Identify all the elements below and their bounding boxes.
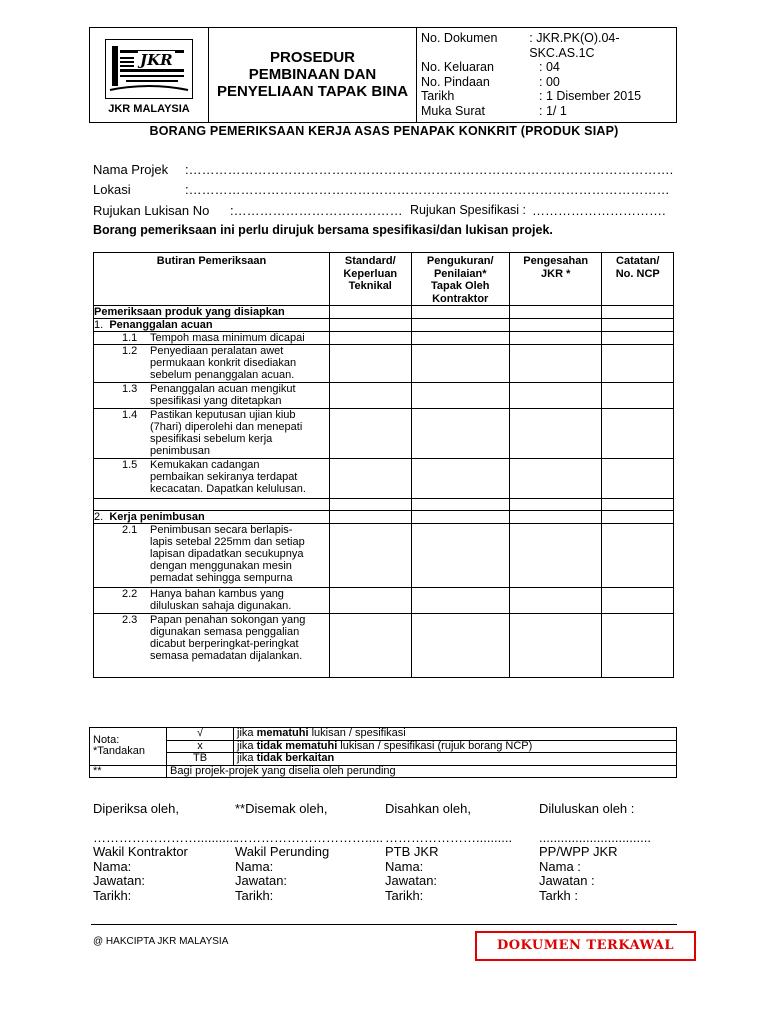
meta-label: No. Pindaan <box>421 74 490 89</box>
sig-nama[interactable]: Nama: <box>93 858 132 874</box>
sig-heading: **Disemak oleh, <box>235 801 328 816</box>
cell-pengukuran[interactable] <box>411 614 509 678</box>
title-line: PROSEDUR <box>269 49 355 67</box>
cell-standard[interactable] <box>330 332 412 345</box>
section-heading: Pemeriksaan produk yang disiapkan <box>94 306 330 319</box>
cell-catatan[interactable] <box>602 332 674 345</box>
sig-role: PTB JKR <box>385 844 439 859</box>
header-line: Teknikal <box>348 280 392 292</box>
group-title: Penanggalan acuan <box>109 319 213 331</box>
meta-label: Muka Surat <box>421 103 485 118</box>
header-line: Pengukuran/ <box>426 255 494 267</box>
cell-catatan[interactable] <box>602 409 674 459</box>
cell-catatan[interactable] <box>602 383 674 409</box>
sig-tarikh[interactable]: Tarikh: <box>93 887 132 903</box>
meta-row <box>421 31 672 60</box>
cell-pengukuran[interactable] <box>411 524 509 588</box>
title-line: PEMBINAAN DAN <box>248 66 377 84</box>
sig-heading: Disahkan oleh, <box>385 801 471 816</box>
item-text <box>150 409 329 457</box>
cell-standard[interactable] <box>330 409 412 459</box>
controlled-document-stamp: DOKUMEN TERKAWAL <box>475 931 696 961</box>
item-line: lapisan dipadatkan secukupnya <box>150 548 304 560</box>
header-line: No. NCP <box>615 267 660 280</box>
cell-catatan[interactable] <box>602 306 674 319</box>
sig-tarikh[interactable]: Tarikh: <box>235 887 274 903</box>
item-number: 2.1 <box>122 524 138 536</box>
cell-pengesahan[interactable] <box>509 588 602 614</box>
sig-line[interactable]: ............................... <box>539 829 651 845</box>
sig-jawatan[interactable]: Jawatan: <box>93 873 146 888</box>
signature-block-ptb <box>385 802 525 903</box>
group-title: Kerja penimbusan <box>109 511 205 523</box>
table-row <box>94 524 674 588</box>
meta-value: : JKR.PK(O).04-SKC.AS.1C <box>529 31 620 60</box>
item-line: spesifikasi sebelum kerja <box>150 433 273 445</box>
logo-text: JKR <box>140 50 173 69</box>
table-row <box>94 345 674 383</box>
cell-standard[interactable] <box>330 319 412 332</box>
col-standard <box>330 253 412 306</box>
meta-value: : 04 <box>539 60 560 75</box>
cell-pengesahan[interactable] <box>509 614 602 678</box>
item-line: permukaan konkrit disediakan <box>150 357 297 369</box>
item-line: Papan penahan sokongan yang <box>150 614 306 626</box>
item-cell <box>94 588 330 614</box>
nota-cell <box>90 728 167 766</box>
item-line: Penimbusan secara berlapis- <box>150 524 293 536</box>
item-cell <box>94 383 330 409</box>
item-text <box>150 614 329 662</box>
rujukan-lukisan-label: Rujukan Lukisan No <box>93 203 210 218</box>
symbol-tb: TB <box>167 753 234 766</box>
item-cell <box>94 409 330 459</box>
sig-heading: Diluluskan oleh : <box>539 801 635 816</box>
cell-pengukuran[interactable] <box>411 345 509 383</box>
item-text <box>150 345 329 381</box>
cell-standard[interactable] <box>330 459 412 499</box>
cell-standard[interactable] <box>330 588 412 614</box>
jkr-logo <box>105 39 193 99</box>
meta-row <box>421 104 672 119</box>
meta-row <box>421 60 672 75</box>
item-cell <box>94 614 330 678</box>
item-text <box>150 524 329 584</box>
cell-standard[interactable] <box>330 345 412 383</box>
table-row <box>94 459 674 499</box>
table-row <box>94 306 674 319</box>
cell-pengukuran[interactable] <box>411 588 509 614</box>
item-cell <box>94 459 330 499</box>
signature-block-kontraktor <box>93 801 237 903</box>
table-row <box>94 409 674 459</box>
nama-projek-field[interactable]: :…………………………………………………………………………………………………. <box>185 162 674 177</box>
cell-pengesahan[interactable] <box>509 345 602 383</box>
header-line: Kontraktor <box>432 292 489 305</box>
sig-nama[interactable]: Nama : <box>539 858 581 874</box>
header-line: JKR * <box>541 267 571 280</box>
group-heading <box>94 511 330 524</box>
nama-projek-label: Nama Projek <box>93 162 169 177</box>
header-line: Catatan/ <box>616 255 660 267</box>
sig-jawatan[interactable]: Jawatan : <box>539 873 595 888</box>
sig-nama[interactable]: Nama: <box>385 858 424 874</box>
double-star: ** <box>90 765 167 778</box>
item-line: dicabut berperingkat-peringkat <box>150 638 299 650</box>
org-name: JKR MALAYSIA <box>108 102 190 115</box>
cell-standard[interactable] <box>330 383 412 409</box>
cell-pengukuran[interactable] <box>411 409 509 459</box>
meta-row <box>421 75 672 90</box>
item-text <box>150 332 329 344</box>
item-line: Penyediaan peralatan awet <box>150 345 284 357</box>
item-number: 2.3 <box>122 614 138 626</box>
lokasi-label: Lokasi <box>93 182 131 197</box>
form-title: BORANG PEMERIKSAAN KERJA ASAS PENAPAK KONKRIT (PRODUK SIAP) <box>149 124 619 138</box>
item-number: 1.4 <box>122 409 138 421</box>
note-table <box>89 727 677 778</box>
instruction-text: Borang pemeriksaan ini perlu dirujuk bersama spesifikasi/dan lukisan projek. <box>93 223 553 237</box>
item-line: Penanggalan acuan mengikut <box>150 383 296 395</box>
cell-pengesahan[interactable] <box>509 332 602 345</box>
cell-catatan[interactable] <box>602 499 674 511</box>
document-header <box>89 27 677 123</box>
item-text <box>150 588 329 612</box>
sig-tarikh[interactable]: Tarikh: <box>385 887 424 903</box>
cell-pengesahan[interactable] <box>509 511 602 524</box>
cell-pengukuran[interactable] <box>411 511 509 524</box>
cell-pengukuran[interactable] <box>411 332 509 345</box>
sig-jawatan[interactable]: Jawatan: <box>235 873 288 888</box>
nota-label: Nota: <box>93 733 120 746</box>
table-row-empty <box>94 499 674 511</box>
item-line: semasa pemadatan dijalankan. <box>150 650 303 662</box>
cell-catatan[interactable] <box>602 524 674 588</box>
cell-pengukuran[interactable] <box>411 499 509 511</box>
cell-catatan[interactable] <box>602 614 674 678</box>
meta-label: Tarikh <box>421 89 455 104</box>
cell-pengukuran[interactable] <box>411 306 509 319</box>
rujukan-spesifikasi-field[interactable]: …………………………. <box>532 203 666 218</box>
procedure-title <box>209 28 417 123</box>
footer-divider <box>91 924 677 925</box>
item-line: diluluskan sahaja digunakan. <box>150 600 292 612</box>
item-line: pembaikan sekiranya terdapat <box>150 471 298 483</box>
cell-pengesahan[interactable] <box>509 499 602 511</box>
header-line: Pengesahan <box>523 255 589 267</box>
cell-catatan[interactable] <box>602 511 674 524</box>
table-header-row <box>94 253 674 306</box>
item-line: penimbusan <box>150 445 210 457</box>
cell-standard[interactable] <box>330 499 412 511</box>
col-pengesahan <box>509 253 602 306</box>
group-heading <box>94 319 330 332</box>
cell-standard[interactable] <box>330 306 412 319</box>
table-row <box>94 614 674 678</box>
meta-value: : 1/ 1 <box>539 103 567 118</box>
item-line: lapis setebal 225mm dan setiap <box>150 536 305 548</box>
item-line: digunakan semasa penggalian <box>150 626 300 638</box>
note-text: jika tidak berkaitan <box>234 753 677 766</box>
lokasi-field[interactable]: :………………………………………………………………………………………………… <box>185 182 670 197</box>
cell-catatan[interactable] <box>602 588 674 614</box>
item-line: Hanya bahan kambus yang <box>150 588 284 600</box>
cell-pengesahan[interactable] <box>509 524 602 588</box>
header-line: Tapak Oleh <box>430 280 490 292</box>
item-line: spesifikasi yang ditetapkan <box>150 395 282 407</box>
group-number: 1. <box>94 319 104 331</box>
item-line: sebelum penanggalan acuan. <box>150 369 295 381</box>
item-line: (7hari) diperolehi dan menepati <box>150 421 303 433</box>
item-number: 2.2 <box>122 588 138 600</box>
cell-pengesahan[interactable] <box>509 319 602 332</box>
item-cell <box>94 524 330 588</box>
signature-block-pp-wpp <box>539 802 679 903</box>
note-text: jika mematuhi lukisan / spesifikasi <box>234 728 677 741</box>
document-meta <box>417 28 677 123</box>
sig-line[interactable]: ………………….......... <box>385 829 513 845</box>
cell-standard[interactable] <box>330 524 412 588</box>
meta-value: : 00 <box>539 74 560 89</box>
table-row <box>94 588 674 614</box>
group-number: 2. <box>94 511 104 523</box>
item-text <box>150 459 329 495</box>
sig-heading: Diperiksa oleh, <box>93 801 179 816</box>
symbol-cross: x <box>167 740 234 753</box>
cell-standard[interactable] <box>330 511 412 524</box>
table-row <box>94 319 674 332</box>
meta-label: No. Keluaran <box>421 60 494 75</box>
table-row <box>94 383 674 409</box>
sig-nama[interactable]: Nama: <box>235 858 274 874</box>
tandakan-label: *Tandakan <box>93 745 145 758</box>
col-butiran: Butiran Pemeriksaan <box>94 253 330 306</box>
signature-block-perunding <box>235 801 384 903</box>
col-pengukuran <box>411 253 509 306</box>
symbol-tick: √ <box>167 728 234 741</box>
cell-pengukuran[interactable] <box>411 383 509 409</box>
title-line: PENYELIAAN TAPAK BINA <box>216 83 409 101</box>
col-catatan <box>602 253 674 306</box>
header-line: Standard/ <box>344 255 396 267</box>
item-line: Kemukakan cadangan <box>150 459 260 471</box>
item-number: 1.2 <box>122 345 138 357</box>
item-line: dengan menggunakan mesin <box>150 560 292 572</box>
meta-label: No. Dokumen <box>421 31 498 45</box>
sig-tarikh[interactable]: Tarkh : <box>539 887 579 903</box>
double-star-text: Bagi projek-projek yang diselia oleh perunding <box>167 765 677 778</box>
meta-row <box>421 89 672 104</box>
cell-standard[interactable] <box>330 614 412 678</box>
header-line: Keperluan <box>343 267 398 280</box>
item-number: 1.1 <box>122 332 138 344</box>
cell-catatan[interactable] <box>602 345 674 383</box>
item-number: 1.5 <box>122 459 138 471</box>
copyright: @ HAKCIPTA JKR MALAYSIA <box>93 936 229 947</box>
item-line: pemadat sehingga sempurna <box>150 572 293 584</box>
logo-cell <box>90 28 209 123</box>
note-text: jika tidak mematuhi lukisan / spesifikasi (rujuk borang NCP) <box>234 740 677 753</box>
rujukan-spesifikasi-label: Rujukan Spesifikasi : <box>410 203 527 217</box>
cell-catatan[interactable] <box>602 459 674 499</box>
cell-pengukuran[interactable] <box>411 459 509 499</box>
table-row <box>94 332 674 345</box>
sig-role: PP/WPP JKR <box>539 844 618 859</box>
item-cell <box>94 345 330 383</box>
cell-pengesahan[interactable] <box>509 306 602 319</box>
meta-value: : 1 Disember 2015 <box>539 89 642 104</box>
sig-line[interactable]: …………………………..... <box>235 829 384 845</box>
rujukan-lukisan-field[interactable]: :………………………………… <box>230 203 403 218</box>
sig-line[interactable]: ……………………........... <box>93 829 237 845</box>
item-cell <box>94 332 330 345</box>
sig-role: Wakil Perunding <box>235 844 330 859</box>
sig-role: Wakil Kontraktor <box>93 844 188 859</box>
cell-pengukuran[interactable] <box>411 319 509 332</box>
item-number: 1.3 <box>122 383 138 395</box>
item-line: kecacatan. Dapatkan kelulusan. <box>150 483 306 495</box>
header-line: Penilaian* <box>433 267 487 280</box>
jkr-logo-icon <box>106 40 192 98</box>
cell-pengesahan[interactable] <box>509 459 602 499</box>
cell-pengesahan[interactable] <box>509 383 602 409</box>
item-text <box>150 383 329 407</box>
inspection-table <box>93 252 674 678</box>
sig-jawatan[interactable]: Jawatan: <box>385 873 438 888</box>
item-line: Pastikan keputusan ujian kiub <box>150 409 296 421</box>
table-row <box>94 511 674 524</box>
cell-catatan[interactable] <box>602 319 674 332</box>
cell-pengesahan[interactable] <box>509 409 602 459</box>
empty-cell <box>94 499 330 511</box>
item-line: Tempoh masa minimum dicapai <box>150 332 305 344</box>
